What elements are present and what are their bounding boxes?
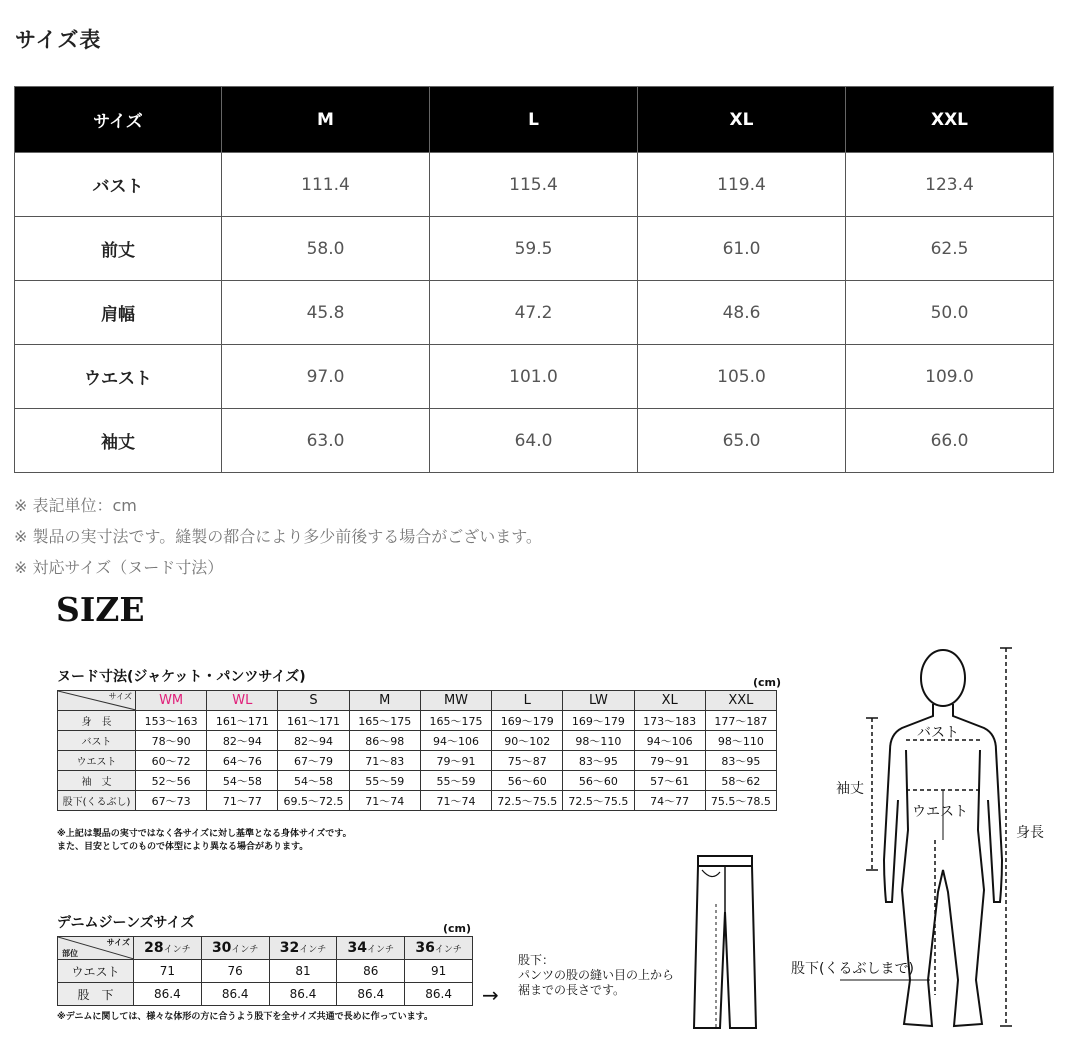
nude-header-cell: L: [492, 691, 563, 711]
nude-value-cell: 69.5〜72.5: [278, 791, 349, 811]
denim-header-cell: [201, 937, 269, 960]
size-value-cell: 63.0: [222, 409, 430, 473]
denim-value-cell: 86.4: [134, 983, 202, 1006]
nude-header-cell: XL: [634, 691, 705, 711]
nude-header-cell: S: [278, 691, 349, 711]
denim-header-cell: [269, 937, 337, 960]
denim-row-label: 股 下: [58, 983, 134, 1006]
nude-value-cell: 153〜163: [136, 711, 207, 731]
nude-value-cell: 56〜60: [563, 771, 634, 791]
denim-header-cell: [337, 937, 405, 960]
nude-value-cell: 55〜59: [349, 771, 420, 791]
nude-row-label: 身 長: [58, 711, 136, 731]
nude-header-cell: LW: [563, 691, 634, 711]
denim-value-cell: 86.4: [201, 983, 269, 1006]
size-table-header: [15, 87, 1054, 153]
denim-inch-suffix: インチ: [434, 945, 462, 955]
denim-value-cell: 86: [337, 960, 405, 983]
denim-table-row: [58, 960, 473, 983]
size-value-cell: 123.4: [846, 153, 1054, 217]
size-table-row: [15, 281, 1054, 345]
nude-value-cell: 71〜83: [349, 751, 420, 771]
nude-value-cell: 94〜106: [420, 731, 491, 751]
nude-value-cell: 71〜77: [207, 791, 278, 811]
header-xxl: XXL: [846, 87, 1054, 153]
nude-table-row: [58, 751, 777, 771]
nude-value-cell: 165〜175: [420, 711, 491, 731]
size-value-cell: 59.5: [430, 217, 638, 281]
nude-header-cell: WL: [207, 691, 278, 711]
nude-header-cell: WM: [136, 691, 207, 711]
size-value-cell: 97.0: [222, 345, 430, 409]
row-label: 袖丈: [15, 409, 222, 473]
nude-row-label: 股下(くるぶし): [58, 791, 136, 811]
nude-table-row: [58, 731, 777, 751]
nude-value-cell: 67〜73: [136, 791, 207, 811]
nude-value-cell: 75〜87: [492, 751, 563, 771]
denim-corner-bottom: 部位: [62, 949, 78, 958]
body-figure-illustration: [840, 640, 1020, 1040]
inseam-note: [518, 953, 674, 998]
nude-value-cell: 54〜58: [278, 771, 349, 791]
nude-value-cell: 56〜60: [492, 771, 563, 791]
nude-value-cell: 161〜171: [278, 711, 349, 731]
pants-illustration: [690, 852, 760, 1032]
inseam-note-title: 股下：: [518, 953, 555, 967]
denim-inch-number: 34: [347, 940, 368, 956]
nude-value-cell: 74〜77: [634, 791, 705, 811]
inseam-note-line-2: 裾までの長さです。: [518, 983, 626, 997]
nude-value-cell: 79〜91: [420, 751, 491, 771]
nude-value-cell: 169〜179: [563, 711, 634, 731]
nude-corner-label: サイズ: [108, 692, 132, 701]
note-unit: ※ 表記単位：cm: [14, 496, 137, 515]
height-label: 身長: [1016, 825, 1044, 841]
row-label: ウエスト: [15, 345, 222, 409]
nude-value-cell: 58〜62: [705, 771, 776, 791]
denim-value-cell: 81: [269, 960, 337, 983]
nude-value-cell: 79〜91: [634, 751, 705, 771]
size-value-cell: 101.0: [430, 345, 638, 409]
denim-corner-cell: [58, 937, 134, 960]
page-title: サイズ表: [15, 28, 102, 52]
size-value-cell: 109.0: [846, 345, 1054, 409]
denim-value-cell: 71: [134, 960, 202, 983]
nude-value-cell: 83〜95: [563, 751, 634, 771]
denim-value-cell: 91: [405, 960, 473, 983]
denim-table-row: [58, 983, 473, 1006]
size-value-cell: 61.0: [638, 217, 846, 281]
inseam-label: 股下(くるぶしまで): [791, 961, 914, 977]
nude-value-cell: 75.5〜78.5: [705, 791, 776, 811]
size-table-row: [15, 153, 1054, 217]
nude-table-unit: (cm): [753, 676, 782, 689]
denim-corner-top: サイズ: [106, 938, 130, 947]
denim-inch-number: 30: [211, 940, 232, 956]
row-label: バスト: [15, 153, 222, 217]
nude-value-cell: 173〜183: [634, 711, 705, 731]
nude-footnote: [57, 828, 352, 854]
size-value-cell: 64.0: [430, 409, 638, 473]
size-table-row: [15, 217, 1054, 281]
nude-value-cell: 78〜90: [136, 731, 207, 751]
denim-size-table: [57, 936, 473, 1006]
size-value-cell: 65.0: [638, 409, 846, 473]
bust-label: バスト: [917, 725, 959, 741]
notes: [14, 490, 542, 583]
row-label: 肩幅: [15, 281, 222, 345]
size-value-cell: 115.4: [430, 153, 638, 217]
header-m: M: [222, 87, 430, 153]
denim-inch-number: 32: [279, 940, 300, 956]
denim-value-cell: 86.4: [337, 983, 405, 1006]
nude-corner-cell: [58, 691, 136, 711]
size-value-cell: 105.0: [638, 345, 846, 409]
nude-value-cell: 98〜110: [563, 731, 634, 751]
nude-value-cell: 57〜61: [634, 771, 705, 791]
denim-value-cell: 76: [201, 960, 269, 983]
size-value-cell: 47.2: [430, 281, 638, 345]
nude-row-label: バスト: [58, 731, 136, 751]
nude-table-row: [58, 791, 777, 811]
nude-value-cell: 83〜95: [705, 751, 776, 771]
nude-value-cell: 72.5〜75.5: [492, 791, 563, 811]
nude-table-header: [58, 691, 777, 711]
nude-header-cell: XXL: [705, 691, 776, 711]
denim-footnote: ※デニムに関しては、様々な体形の方に合うよう股下を全サイズ共通で長めに作っています。: [57, 1012, 433, 1022]
inseam-note-line-1: パンツの股の縫い目の上から: [518, 968, 675, 982]
nude-value-cell: 165〜175: [349, 711, 420, 731]
size-heading: SIZE: [56, 590, 145, 629]
nude-table-row: [58, 771, 777, 791]
size-value-cell: 50.0: [846, 281, 1054, 345]
header-l: L: [430, 87, 638, 153]
nude-table-row: [58, 711, 777, 731]
nude-value-cell: 161〜171: [207, 711, 278, 731]
denim-table-header: [58, 937, 473, 960]
denim-table-caption: デニムジーンズサイズ: [57, 915, 195, 931]
denim-header-cell: [134, 937, 202, 960]
nude-header-cell: M: [349, 691, 420, 711]
denim-inch-suffix: インチ: [163, 945, 191, 955]
denim-inch-number: 28: [144, 940, 164, 956]
denim-header-cell: [405, 937, 473, 960]
denim-inch-suffix: インチ: [367, 945, 395, 955]
denim-inch-suffix: インチ: [299, 945, 327, 955]
nude-value-cell: 67〜79: [278, 751, 349, 771]
nude-table-caption: ヌード寸法(ジャケット・パンツサイズ): [57, 669, 306, 685]
note-nude-size: ※ 対応サイズ（ヌード寸法）: [14, 558, 224, 577]
size-value-cell: 58.0: [222, 217, 430, 281]
denim-inch-number: 36: [415, 940, 435, 956]
nude-footnote-line-2: また、目安としてのもので体型により異なる場合があります。: [57, 842, 309, 852]
nude-value-cell: 86〜98: [349, 731, 420, 751]
header-size: サイズ: [15, 87, 222, 153]
nude-value-cell: 90〜102: [492, 731, 563, 751]
sleeve-label: 袖丈: [836, 781, 864, 797]
waist-label: ウエスト: [912, 804, 968, 820]
note-measurement: ※ 製品の実寸法です。縫製の都合により多少前後する場合がございます。: [14, 527, 542, 546]
denim-inch-suffix: インチ: [231, 945, 259, 955]
nude-value-cell: 72.5〜75.5: [563, 791, 634, 811]
row-label: 前丈: [15, 217, 222, 281]
size-value-cell: 48.6: [638, 281, 846, 345]
nude-value-cell: 82〜94: [207, 731, 278, 751]
nude-value-cell: 71〜74: [420, 791, 491, 811]
nude-value-cell: 52〜56: [136, 771, 207, 791]
nude-value-cell: 177〜187: [705, 711, 776, 731]
nude-row-label: ウエスト: [58, 751, 136, 771]
size-value-cell: 45.8: [222, 281, 430, 345]
nude-value-cell: 54〜58: [207, 771, 278, 791]
denim-value-cell: 86.4: [405, 983, 473, 1006]
size-value-cell: 62.5: [846, 217, 1054, 281]
nude-footnote-line-1: ※上記は製品の実寸ではなく各サイズに対し基準となる身体サイズです。: [57, 829, 352, 839]
size-table-row: [15, 345, 1054, 409]
size-value-cell: 119.4: [638, 153, 846, 217]
nude-value-cell: 94〜106: [634, 731, 705, 751]
size-value-cell: 111.4: [222, 153, 430, 217]
nude-value-cell: 55〜59: [420, 771, 491, 791]
nude-header-cell: MW: [420, 691, 491, 711]
denim-table-unit: (cm): [443, 922, 472, 935]
nude-value-cell: 169〜179: [492, 711, 563, 731]
nude-value-cell: 64〜76: [207, 751, 278, 771]
nude-value-cell: 98〜110: [705, 731, 776, 751]
arrow-icon: →: [482, 983, 499, 1007]
nude-value-cell: 82〜94: [278, 731, 349, 751]
nude-value-cell: 60〜72: [136, 751, 207, 771]
nude-size-table: [57, 690, 777, 811]
nude-value-cell: 71〜74: [349, 791, 420, 811]
header-xl: XL: [638, 87, 846, 153]
size-table: [14, 86, 1054, 473]
nude-row-label: 袖 丈: [58, 771, 136, 791]
size-value-cell: 66.0: [846, 409, 1054, 473]
denim-value-cell: 86.4: [269, 983, 337, 1006]
size-table-row: [15, 409, 1054, 473]
denim-row-label: ウエスト: [58, 960, 134, 983]
